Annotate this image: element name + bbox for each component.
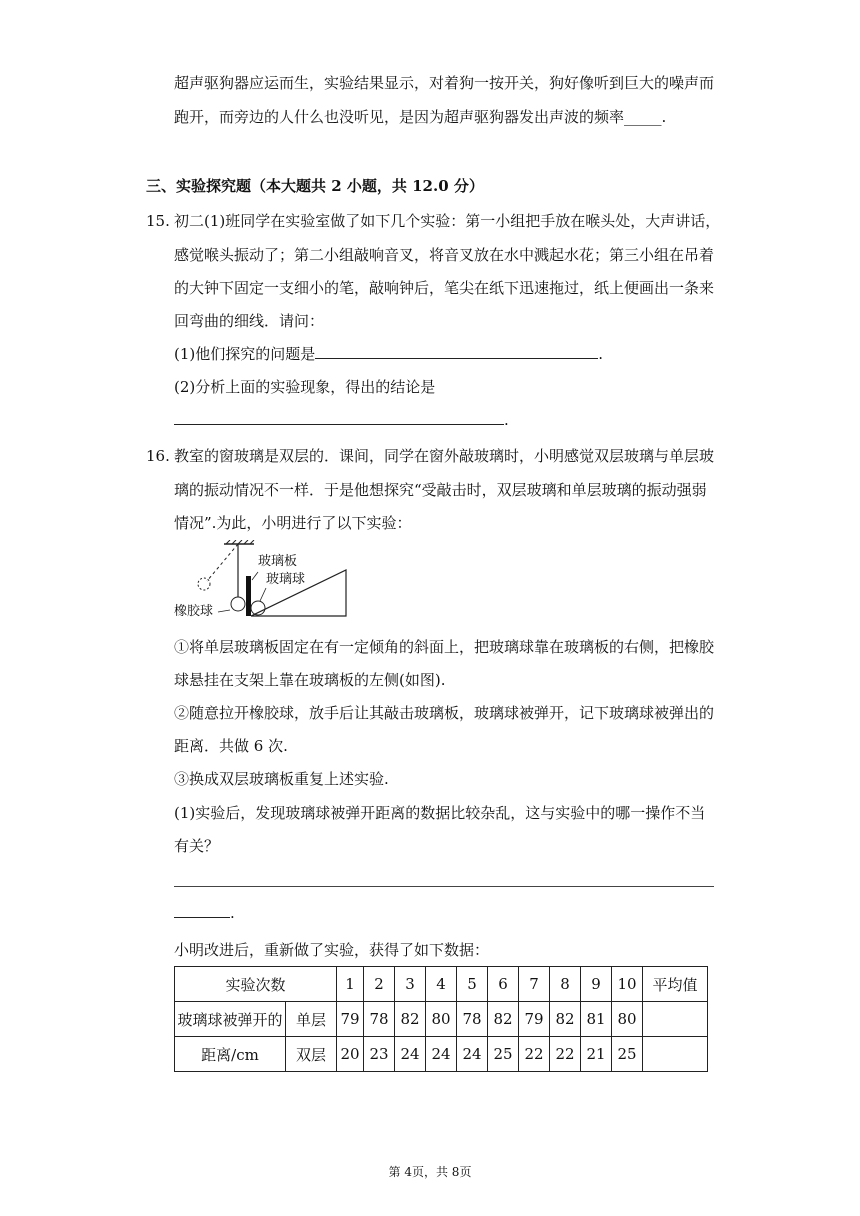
q16-line: 教室的窗玻璃是双层的．课间，同学在窗外敲玻璃时，小明感觉双层玻璃与单层玻: [174, 447, 715, 465]
average-header-cell: 平均值: [643, 967, 708, 1002]
label-glass-plate: 玻璃板: [258, 554, 298, 569]
value-cell: 22: [519, 1037, 550, 1072]
trial-cell: 3: [395, 967, 426, 1002]
value-cell: 81: [581, 1002, 612, 1037]
q16-line: 璃的振动情况不一样．于是他想探究“受敲击时，双层玻璃和单层玻璃的振动强弱: [174, 481, 707, 499]
label-rubber-ball: 橡胶球: [174, 604, 214, 619]
q16-step: 球悬挂在支架上靠在玻璃板的左侧(如图).: [174, 671, 446, 689]
value-cell: 24: [426, 1037, 457, 1072]
trial-cell: 9: [581, 967, 612, 1002]
q15-line: 回弯曲的细线．请问：: [174, 312, 325, 330]
value-cell: 78: [364, 1002, 395, 1037]
q16-step: ②随意拉开橡胶球，放手后让其敲击玻璃板，玻璃球被弹开，记下玻璃球被弹出的: [174, 704, 715, 722]
q15-line: 感觉喉头振动了；第二小组敲响音叉，将音叉放在水中溅起水花；第三小组在吊着: [174, 246, 715, 264]
label-glass-ball: 玻璃球: [266, 572, 306, 587]
value-cell: 25: [488, 1037, 519, 1072]
row-label-cell: 距离/cm: [175, 1037, 286, 1072]
q16-answer-tail: .: [174, 903, 235, 923]
row-label-cell: 玻璃球被弹开的: [175, 1002, 286, 1037]
value-cell: 80: [426, 1002, 457, 1037]
page-footer: 第 4页，共 8页: [388, 1165, 472, 1179]
answer-blank[interactable]: [174, 903, 230, 918]
table-row: [175, 1037, 708, 1072]
q15-line: 初二(1)班同学在实验室做了如下几个实验：第一小组把手放在喉头处，大声讲话，: [174, 212, 721, 230]
answer-blank[interactable]: [315, 344, 598, 359]
q15-sub-1: (1)他们探究的问题是 .: [174, 345, 604, 363]
value-cell: 80: [612, 1002, 643, 1037]
value-cell: 24: [457, 1037, 488, 1072]
value-cell: 20: [337, 1037, 364, 1072]
intro-line-1: 超声驱狗器应运而生，实验结果显示，对着狗一按开关，狗好像听到巨大的噪声而: [174, 74, 715, 92]
trial-cell: 4: [426, 967, 457, 1002]
average-cell[interactable]: [643, 1002, 708, 1037]
q16-after: 小明改进后，重新做了实验，获得了如下数据：: [174, 941, 490, 959]
trial-cell: 2: [364, 967, 395, 1002]
value-cell: 24: [395, 1037, 426, 1072]
value-cell: 82: [550, 1002, 581, 1037]
q16-ask-1b: 有关？: [174, 837, 220, 855]
section-title: 三、实验探究题（本大题共 2 小题，共 12.0 分）: [146, 177, 484, 195]
q15-answer-line: .: [174, 410, 509, 430]
data-table: [174, 966, 708, 1072]
experiment-figure: [174, 540, 364, 622]
question-number-15: 15.: [146, 212, 170, 230]
double-label-cell: 双层: [286, 1037, 337, 1072]
q16-step: 距离．共做 6 次.: [174, 737, 288, 755]
trial-cell: 10: [612, 967, 643, 1002]
table-row: [175, 1002, 708, 1037]
q16-step: ③换成双层玻璃板重复上述实验.: [174, 770, 389, 788]
trial-cell: 1: [337, 967, 364, 1002]
q15-line: 的大钟下固定一支细小的笔，敲响钟后，笔尖在纸下迅速拖过，纸上便画出一条来: [174, 279, 715, 297]
q16-step: ①将单层玻璃板固定在有一定倾角的斜面上，把玻璃球靠在玻璃板的右侧，把橡胶: [174, 638, 715, 656]
single-label-cell: 单层: [286, 1002, 337, 1037]
value-cell: 22: [550, 1037, 581, 1072]
value-cell: 79: [519, 1002, 550, 1037]
q15-sub-2: (2)分析上面的实验现象，得出的结论是: [174, 378, 436, 396]
value-cell: 82: [488, 1002, 519, 1037]
trial-cell: 8: [550, 967, 581, 1002]
answer-blank[interactable]: [174, 410, 504, 425]
q16-ask-1: (1)实验后，发现玻璃球被弹开距离的数据比较杂乱，这与实验中的哪一操作不当: [174, 804, 706, 822]
average-cell[interactable]: [643, 1037, 708, 1072]
value-cell: 23: [364, 1037, 395, 1072]
trial-cell: 5: [457, 967, 488, 1002]
value-cell: 21: [581, 1037, 612, 1072]
q15-sub-1-text: (1)他们探究的问题是: [174, 345, 316, 363]
trial-cell: 7: [519, 967, 550, 1002]
value-cell: 25: [612, 1037, 643, 1072]
value-cell: 82: [395, 1002, 426, 1037]
trial-cell: 6: [488, 967, 519, 1002]
value-cell: 78: [457, 1002, 488, 1037]
value-cell: 79: [337, 1002, 364, 1037]
header-cell: 实验次数: [175, 967, 337, 1002]
intro-line-2: 跑开，而旁边的人什么也没听见，是因为超声驱狗器发出声波的频率_____.: [174, 108, 667, 126]
question-number-16: 16.: [146, 447, 170, 465]
answer-line[interactable]: [174, 886, 714, 887]
q16-line: 情况”.为此，小明进行了以下实验：: [174, 514, 412, 532]
table-header-row: [175, 967, 708, 1002]
